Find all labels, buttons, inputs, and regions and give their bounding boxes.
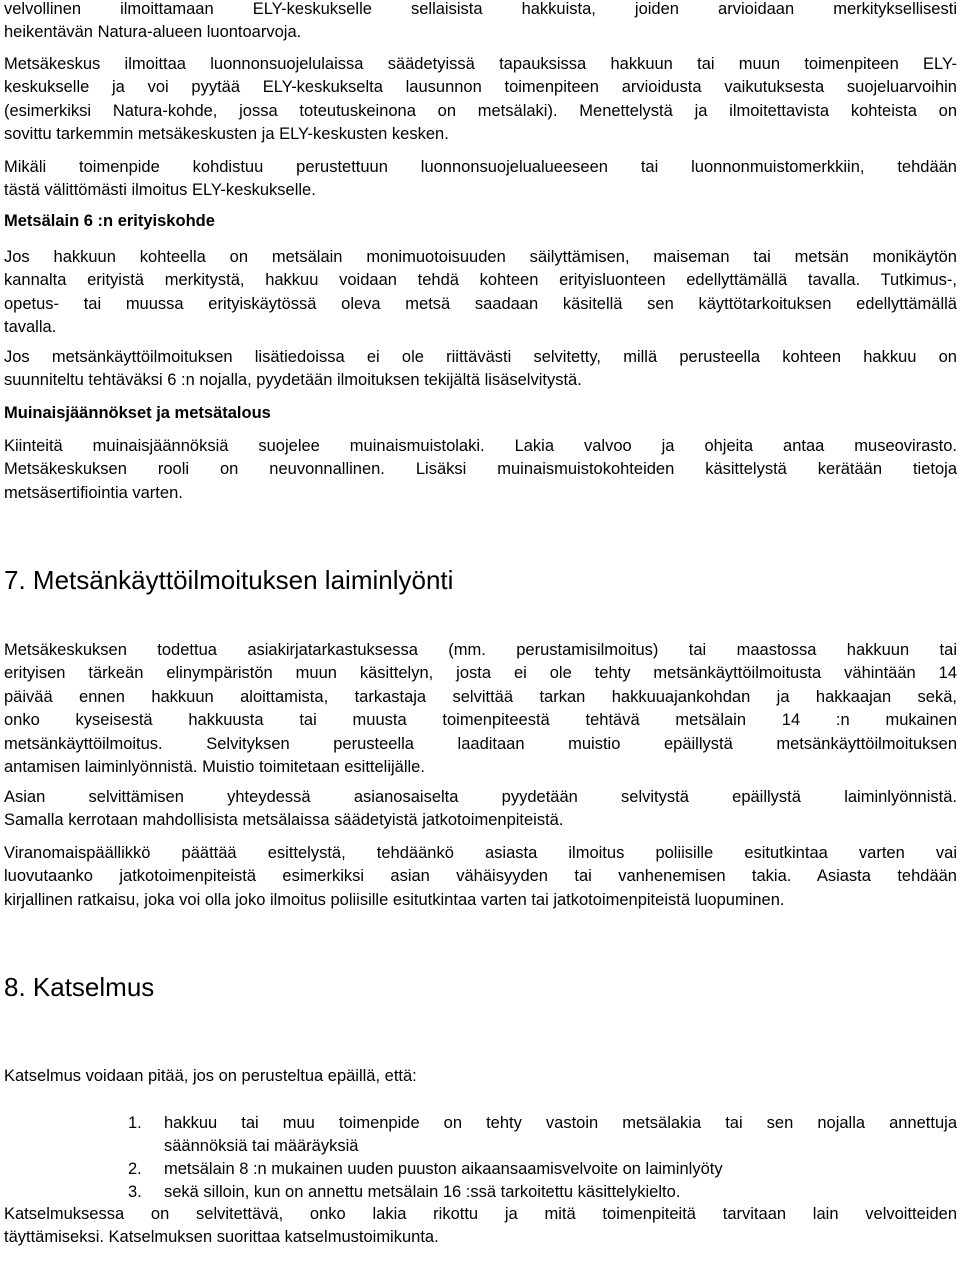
text-line: tavalla. xyxy=(4,318,57,337)
paragraph-additional-info xyxy=(4,346,957,393)
paragraph-protected-area xyxy=(4,156,957,203)
text-line: kannalta erityistä merkitystä, hakkuu voidaan tehdä kohteen erityisluonteen edellyttämällä tavalla. Tutkimus-, xyxy=(4,271,957,290)
text-line: keskukselle ja voi pyytää ELY-keskukselta lausunnon toimenpiteen arvioidusta vaikutuksesta suojeluarvoihin xyxy=(4,78,957,97)
text-line: luovutaanko jatkotoimenpiteistä esimerkiksi asian vähäisyyden tai vanhenemisen takia. Asiasta tehdään xyxy=(4,867,957,886)
list-number: 3. xyxy=(128,1183,142,1201)
text-line: heikentävän Natura-alueen luontoarvoja. xyxy=(4,23,302,42)
paragraph-special-site xyxy=(4,246,957,340)
list-number: 2. xyxy=(128,1160,142,1178)
text-line: Jos metsänkäyttöilmoituksen lisätiedoissa ei ole riittävästi selvitetty, millä perusteella kohteen hakkuu on xyxy=(4,348,957,366)
text-line: päivää ennen hakkuun aloittamista, tarkastaja selvittää tarkan hakkuuajankohdan ja hakkaajan sekä, xyxy=(4,687,957,706)
paragraph-decision xyxy=(4,842,957,912)
text-line: (esimerkiksi Natura-kohde, jossa toteutuskeinona on metsälaki). Menettelystä ja ilmoitettavista kohteista on xyxy=(4,101,957,120)
paragraph-neglect-inspection xyxy=(4,639,957,779)
list-item-text: metsälain 8 :n mukainen uuden puuston aikaansaamisvelvoite on laiminlyöty xyxy=(164,1160,723,1178)
text-line: Mikäli toimenpide kohdistuu perustettuun luonnonsuojelualueeseen tai luonnonmuistomerkkiin, tehdään xyxy=(4,158,957,176)
inspection-conditions-list xyxy=(128,1112,957,1204)
text-line: metsänkäyttöilmoitus. Selvityksen perusteella laaditaan muistio epäillystä metsänkäyttöilmoituksen xyxy=(4,734,957,753)
list-item xyxy=(128,1158,957,1181)
text-line: Katselmuksessa on selvitettävä, onko lakia rikottu ja mitä toimenpiteitä tarvitaan lain velvoitteiden xyxy=(4,1205,957,1223)
list-item-text: hakkuu tai muu toimenpide on tehty vastoin metsälakia tai sen nojalla annettuja xyxy=(164,1114,957,1132)
paragraph-investigation xyxy=(4,786,957,833)
text-line: Metsäkeskuksen rooli on neuvonnallinen. Lisäksi muinaismuistokohteiden käsittelystä kerätään tietoja xyxy=(4,460,957,479)
text-line: Metsäkeskuksen todettua asiakirjatarkastuksessa (mm. perustamisilmoitus) tai maastossa hakkuun tai xyxy=(4,641,957,659)
text-line: Metsäkeskus ilmoittaa luonnonsuojelulaissa säädetyissä tapauksissa hakkuun tai muun toimenpiteen ELY- xyxy=(4,55,957,73)
text-line: Viranomaispäällikkö päättää esittelystä, tehdäänkö asiasta ilmoitus poliisille esitutkintaa varten vai xyxy=(4,844,957,862)
list-item xyxy=(128,1112,957,1158)
text-line: onko kyseisestä hakkuusta tai muusta toimenpiteestä tehtävä metsälain 14 :n mukainen xyxy=(4,711,957,730)
text-line: antamisen laiminlyönnistä. Muistio toimitetaan esittelijälle. xyxy=(4,758,425,777)
text-line: Jos hakkuun kohteella on metsälain monimuotoisuuden säilyttämisen, maiseman tai metsän monikäytön xyxy=(4,248,957,266)
text-line: Asian selvittämisen yhteydessä asianosaiselta pyydetään selvitystä epäillystä laiminlyönnistä. xyxy=(4,788,957,806)
text-line: sovittu tarkemmin metsäkeskusten ja ELY-keskusten kesken. xyxy=(4,125,449,144)
subheading-antiquities: Muinaisjäännökset ja metsätalous xyxy=(4,404,271,422)
paragraph-ely-notification xyxy=(4,53,957,147)
text-line: velvollinen ilmoittamaan ELY-keskukselle sellaisista hakkuista, joiden arvioidaan merkityksellisesti xyxy=(4,0,957,18)
paragraph-natura-obligation xyxy=(4,0,957,45)
text-line: erityisen tärkeän elinympäristön muun käsittelyn, josta ei ole tehty metsänkäyttöilmoitusta vähintään 14 xyxy=(4,664,957,683)
subheading-special-site: Metsälain 6 :n erityiskohde xyxy=(4,212,215,230)
paragraph-inspection-intro: Katselmus voidaan pitää, jos on perusteltua epäillä, että: xyxy=(4,1067,417,1085)
section-heading-8: 8. Katselmus xyxy=(4,972,155,1002)
text-line: suunniteltu tehtäväksi 6 :n nojalla, pyydetään ilmoituksen tekijältä lisäselvitystä. xyxy=(4,371,582,390)
text-line: tästä välittömästi ilmoitus ELY-keskukselle. xyxy=(4,181,316,200)
list-item-text: säännöksiä tai määräyksiä xyxy=(164,1137,359,1155)
text-line: Samalla kerrotaan mahdollisista metsälaissa säädetyistä jatkotoimenpiteistä. xyxy=(4,811,564,830)
paragraph-antiquities xyxy=(4,435,957,505)
text-line: opetus- tai muussa erityiskäytössä oleva metsä saadaan käsitellä sen käyttötarkoituksen edellyttämällä xyxy=(4,294,957,313)
text-line: täyttämiseksi. Katselmuksen suorittaa katselmustoimikunta. xyxy=(4,1228,439,1247)
text-line: Kiinteitä muinaisjäännöksiä suojelee muinaismuistolaki. Lakia valvoo ja ohjeita antaa museovirasto. xyxy=(4,437,957,455)
section-heading-7: 7. Metsänkäyttöilmoituksen laiminlyönti xyxy=(4,565,454,595)
text-line: metsäsertifiointia varten. xyxy=(4,483,183,502)
text-line: kirjallinen ratkaisu, joka voi olla joko ilmoitus poliisille esitutkintaa varten tai jatkotoimenpiteistä luopuminen. xyxy=(4,890,785,909)
paragraph-inspection-purpose xyxy=(4,1203,957,1250)
list-item-text: sekä silloin, kun on annettu metsälain 16 :ssä tarkoitettu käsittelykielto. xyxy=(164,1183,681,1201)
list-number: 1. xyxy=(128,1114,142,1132)
list-item xyxy=(128,1181,957,1204)
